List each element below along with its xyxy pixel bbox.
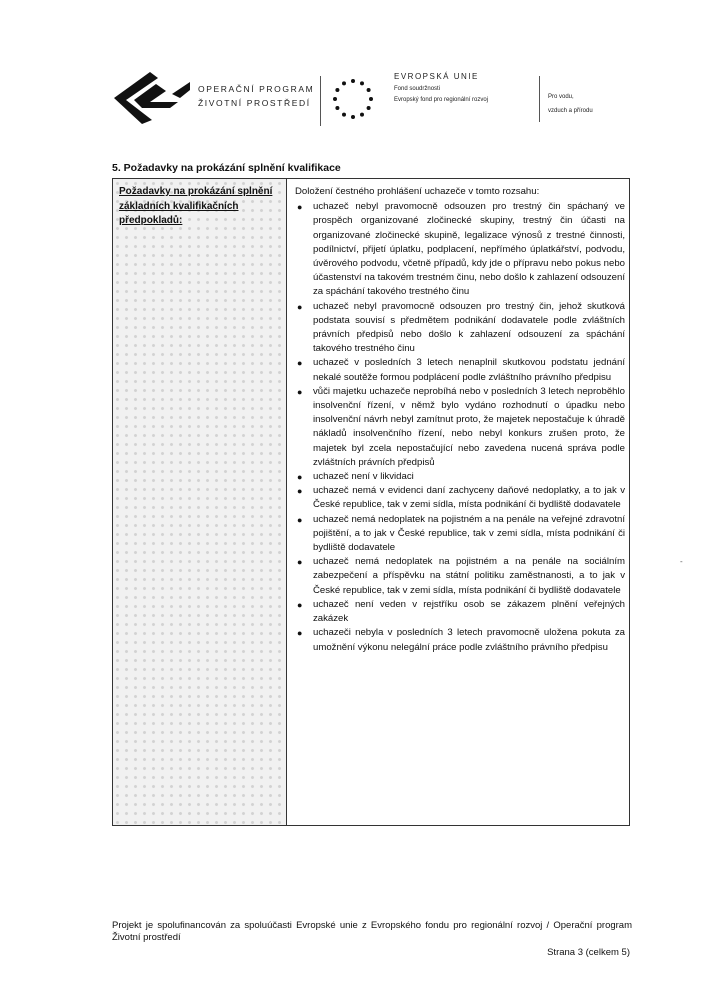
bullet-icon: ● [297, 301, 303, 312]
list-item [295, 385, 625, 470]
bullet-icon: ● [297, 386, 303, 397]
bullet-icon: ● [297, 628, 303, 639]
list-item [295, 484, 625, 512]
eu-text-block [394, 72, 488, 103]
list-item-text: uchazeč nemá nedoplatek na pojistném a na penále na veřejné zdravotní pojištění, a to jak v České republice, tak v zemi sídla, místa podnikání či bydliště dodavatele [313, 513, 625, 554]
list-item-text: uchazeč není v likvidaci [313, 471, 414, 483]
list-item [295, 356, 625, 384]
list-item-text: uchazeč není veden v rejstříku osob se zákazem plnění veřejných zakázek [313, 598, 625, 625]
requirements-table [112, 178, 630, 826]
requirements-content-cell [295, 185, 625, 655]
requirements-intro: Doložení čestného prohlášení uchazeče v tomto rozsahu: [295, 186, 540, 197]
page-header [112, 62, 632, 142]
list-item [295, 513, 625, 556]
list-item-text: uchazeč v posledních 3 letech nenaplnil skutkovou podstatu jednání nekalé soutěže formou podplácení podle zvláštního právního předpisu [313, 357, 625, 383]
eu-fund-1: Fond soudržnosti [394, 86, 441, 92]
opz-program-name [198, 82, 314, 110]
header-divider-2 [539, 76, 540, 122]
bullet-icon: ● [297, 599, 303, 610]
bullet-icon: ● [297, 202, 303, 213]
eu-stars-icon [328, 74, 378, 124]
list-item-text: vůči majetku uchazeče neprobíhá nebo v posledních 3 letech neproběhlo insolvenční řízení, v němž bylo vydáno rozhodnutí o úpadku nebo insolvenční návrh nebyl zamítnut proto, že majetek nepostačuje k úhradě nákladů insolvenčního řízení, nebo nebyl konkurs zrušen proto, že majetek byl zcela nepostačující nebo zavedena nucená správa podle zvláštních právních předpisů [313, 385, 625, 468]
slogan-line-2: vzduch a přírodu [548, 108, 593, 114]
section-title: 5. Požadavky na prokázání splnění kvalifikace [112, 162, 341, 174]
list-item-text: uchazeč nebyl pravomocně odsouzen pro trestný čin, jehož skutková podstata souvisí s předmětem podnikání dodavatele podle zvláštních právních předpisů nebo došlo k zahlazení odsouzení za spáchání takového trestného činu [313, 300, 625, 355]
page-number: Strana 3 (celkem 5) [547, 947, 630, 958]
bullet-icon: ● [297, 472, 303, 483]
requirements-label: Požadavky na prokázání splnění základních kvalifikačních předpokladů: [119, 186, 273, 226]
list-item [295, 300, 625, 357]
list-item-text: uchazeč nemá v evidenci daní zachyceny daňové nedoplatky, a to jak v České republice, tak v zemi sídla, místa podnikání či bydliště dodavatele [313, 485, 625, 511]
list-item [295, 555, 625, 598]
opz-logo-icon [112, 70, 192, 126]
slogan-line-1: Pro vodu, [548, 94, 574, 100]
eu-fund-2: Evropský fond pro regionální rozvoj [394, 97, 489, 103]
stray-mark: - [680, 557, 683, 566]
list-item-text: uchazeč nemá nedoplatek na pojistném a na penále na sociálním zabezpečení a příspěvku na státní politiku zaměstnanosti, a to jak v České republice, tak v zemi sídla, místa podnikání či bydliště dodavatele [313, 556, 625, 596]
opz-line-2: ŽIVOTNÍ PROSTŘEDÍ [198, 98, 311, 108]
bullet-icon: ● [297, 486, 303, 497]
requirements-label-cell [113, 179, 287, 825]
header-divider [320, 76, 321, 126]
eu-title: EVROPSKÁ UNIE [394, 72, 479, 81]
opz-line-1: OPERAČNÍ PROGRAM [198, 84, 315, 94]
footer-text: Projekt je spolufinancován za spoluúčasti Evropské unie z Evropského fondu pro regionální rozvoj / Operační program Životní prostředí [112, 920, 632, 943]
slogan [548, 90, 593, 118]
list-item [295, 470, 625, 484]
bullet-icon: ● [297, 514, 303, 525]
list-item [295, 200, 625, 299]
list-item-text: uchazeč nebyl pravomocně odsouzen pro trestný čin spáchaný ve prospěch organizované zločinecké skupiny, trestný čin účasti na organizované zločinecké skupině, legalizace výnosů z trestné činnosti, podílnictví, přijetí úplatku, podplacení, nepřímého úplatkářství, podvodu, úvěrového podvodu, včetně případů, kdy jde o přípravu nebo pokus nebo účastenství na takovém trestném činu, nebo došlo k zahlazení odsouzení za spáchání takového trestného činu [313, 201, 625, 298]
list-item-text: uchazeči nebyla v posledních 3 letech pravomocně uložena pokuta za umožnění výkonu nelegální práce podle zvláštního právního předpisu [313, 627, 625, 653]
bullet-icon: ● [297, 557, 303, 568]
list-item [295, 626, 625, 654]
bullet-icon: ● [297, 358, 303, 369]
list-item [295, 598, 625, 626]
requirements-list [295, 200, 625, 655]
